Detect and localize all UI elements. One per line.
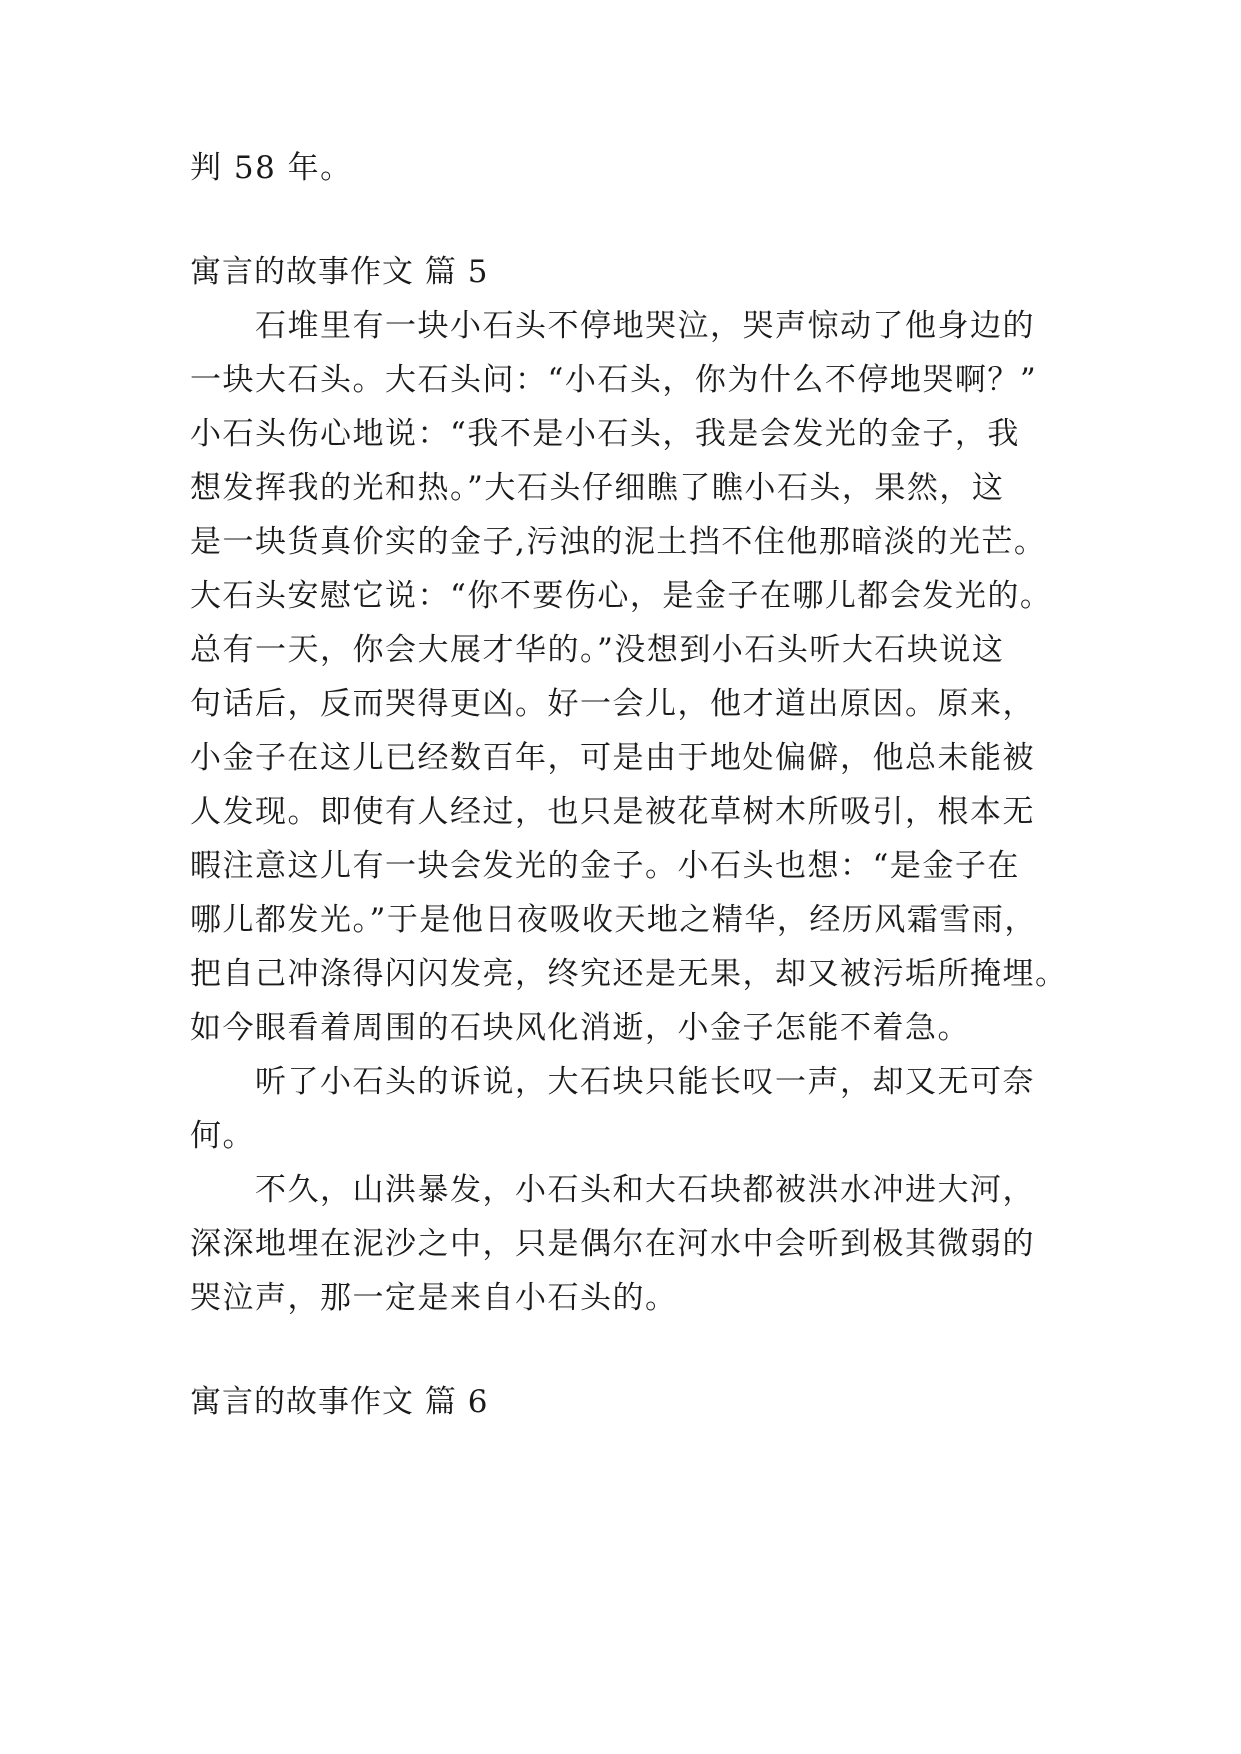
section-6-heading: 寓言的故事作文 篇 6 [190, 1384, 489, 1420]
top-line: 判 58 年。 [190, 150, 353, 186]
paragraph-line: 一块大石头。大石头问：“小石头，你为什么不停地哭啊？” [190, 362, 1038, 398]
paragraph-line: 不久，山洪暴发，小石头和大石块都被洪水冲进大河， [255, 1172, 1035, 1208]
paragraph-line: 总有一天，你会大展才华的。”没想到小石头听大石块说这 [190, 632, 1005, 668]
paragraph-line: 深深地埋在泥沙之中，只是偶尔在河水中会听到极其微弱的 [190, 1226, 1035, 1262]
paragraph-line: 如今眼看着周围的石块风化消逝，小金子怎能不着急。 [190, 1010, 970, 1046]
paragraph-line: 大石头安慰它说：“你不要伤心，是金子在哪儿都会发光的。 [190, 578, 1053, 614]
paragraph-line: 哭泣声，那一定是来自小石头的。 [190, 1280, 678, 1316]
paragraph-line: 是一块货真价实的金子,污浊的泥土挡不住他那暗淡的光芒。 [190, 524, 1047, 560]
paragraph-line: 把自己冲涤得闪闪发亮，终究还是无果，却又被污垢所掩埋。 [190, 956, 1068, 992]
paragraph-line: 听了小石头的诉说，大石块只能长叹一声，却又无可奈 [255, 1064, 1035, 1100]
paragraph-line: 暇注意这儿有一块会发光的金子。小石头也想：“是金子在 [190, 848, 1020, 884]
paragraph-line: 哪儿都发光。”于是他日夜吸收天地之精华，经历风霜雪雨， [190, 902, 1037, 938]
paragraph-line: 句话后，反而哭得更凶。好一会儿，他才道出原因。原来， [190, 686, 1035, 722]
paragraph-line: 何。 [190, 1118, 255, 1154]
paragraph-line: 小石头伤心地说：“我不是小石头，我是会发光的金子，我 [190, 416, 1020, 452]
section-5-heading: 寓言的故事作文 篇 5 [190, 254, 489, 290]
paragraph-line: 小金子在这儿已经数百年，可是由于地处偏僻，他总未能被 [190, 740, 1035, 776]
paragraph-line: 人发现。即使有人经过，也只是被花草树木所吸引，根本无 [190, 794, 1035, 830]
paragraph-line: 石堆里有一块小石头不停地哭泣，哭声惊动了他身边的 [255, 308, 1035, 344]
paragraph-line: 想发挥我的光和热。”大石头仔细瞧了瞧小石头，果然，这 [190, 470, 1005, 506]
